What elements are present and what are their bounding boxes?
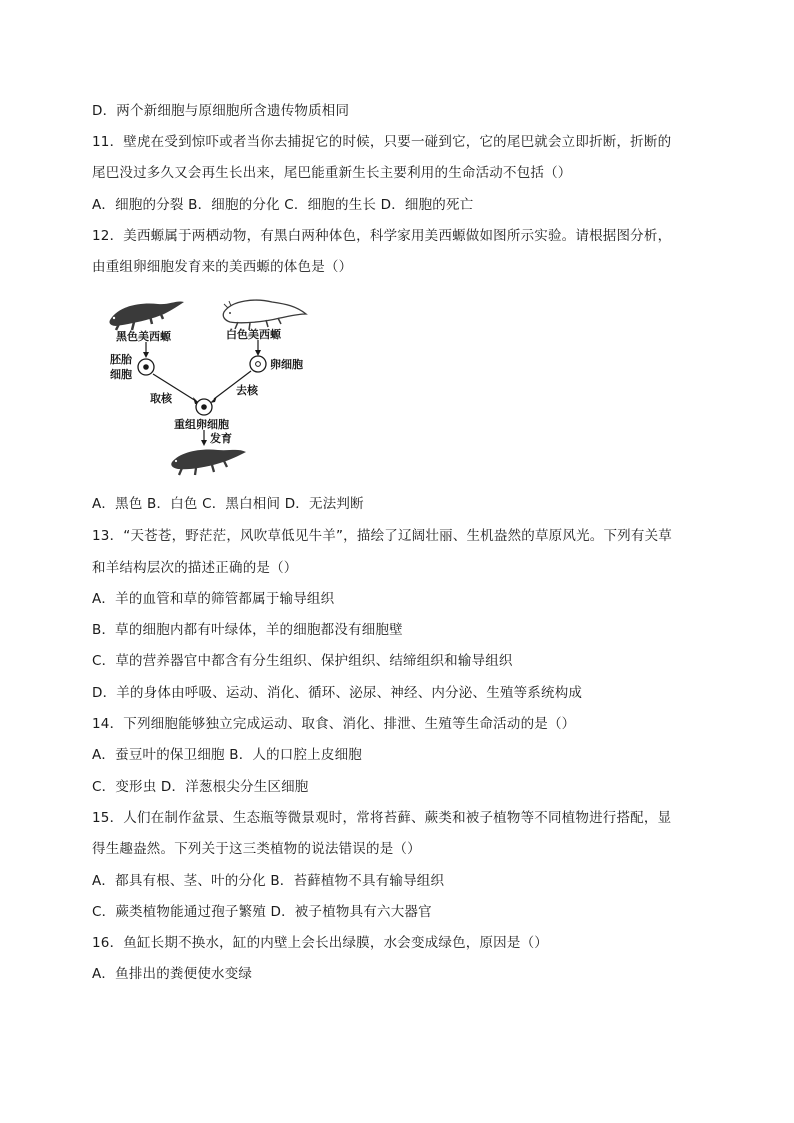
take-nucleus-label: 取核	[150, 392, 172, 405]
question-11-options: A．细胞的分裂 B．细胞的分化 C．细胞的生长 D．细胞的死亡	[92, 197, 474, 213]
question-12-options: A．黑色 B．白色 C．黑白相间 D．无法判断	[92, 496, 364, 512]
recombined-egg-cell-icon	[196, 399, 212, 415]
white-axolotl-label: 白色美西螈	[226, 328, 281, 341]
develop-label: 发育	[210, 432, 232, 445]
question-15-stem-line1: 15．人们在制作盆景、生态瓶等微景观时，常将苔藓、蕨类和被子植物等不同植物进行搭配，显	[92, 810, 672, 826]
question-16-option-a: A．鱼排出的粪便使水变绿	[92, 966, 253, 982]
remove-nucleus-label: 去核	[236, 384, 258, 397]
question-14-stem: 14．下列细胞能够独立完成运动、取食、消化、排泄、生殖等生命活动的是（）	[92, 716, 576, 732]
question-13-option-a: A．羊的血管和草的筛管都属于输导组织	[92, 591, 335, 607]
result-black-axolotl-image	[171, 450, 246, 476]
black-axolotl-label: 黑色美西螈	[116, 330, 171, 343]
question-15-stem-line2: 得生趣盎然。下列关于这三类植物的说法错误的是（）	[92, 841, 421, 857]
embryo-cell-label-1: 胚胎	[110, 353, 132, 366]
question-13-stem-line2: 和羊结构层次的描述正确的是（）	[92, 560, 298, 576]
question-14-options-cd: C．变形虫 D．洋葱根尖分生区细胞	[92, 779, 309, 795]
axolotl-experiment-figure	[100, 292, 320, 482]
white-axolotl-image	[223, 300, 306, 330]
question-13-option-b: B．草的细胞内都有叶绿体，羊的细胞都没有细胞壁	[92, 622, 403, 638]
figure-drawing	[100, 292, 320, 482]
egg-cell-label: 卵细胞	[270, 358, 303, 371]
black-axolotl-image	[109, 302, 184, 330]
question-16-stem: 16．鱼缸长期不换水，缸的内壁上会长出绿膜，水会变成绿色，原因是（）	[92, 935, 548, 951]
option-10-d: D．两个新细胞与原细胞所含遗传物质相同	[92, 103, 350, 119]
question-15-options-cd: C．蕨类植物能通过孢子繁殖 D．被子植物具有六大器官	[92, 904, 432, 920]
question-13-stem-line1: 13．“天苍苍，野茫茫，风吹草低见牛羊”，描绘了辽阔壮丽、生机盎然的草原风光。下列有关草	[92, 528, 672, 544]
question-13-option-c: C．草的营养器官中都含有分生组织、保护组织、结缔组织和输导组织	[92, 653, 513, 669]
question-14-options-ab: A．蚕豆叶的保卫细胞 B．人的口腔上皮细胞	[92, 747, 362, 763]
embryo-cell-icon	[138, 359, 154, 375]
question-15-options-ab: A．都具有根、茎、叶的分化 B．苔藓植物不具有输导组织	[92, 873, 445, 889]
recombined-egg-cell-label: 重组卵细胞	[174, 418, 229, 431]
question-11-stem-line1: 11．壁虎在受到惊吓或者当你去捕捉它的时候，只要一碰到它，它的尾巴就会立即折断，折断的	[92, 134, 672, 150]
question-13-option-d: D．羊的身体由呼吸、运动、消化、循环、泌尿、神经、内分泌、生殖等系统构成	[92, 685, 583, 701]
question-11-stem-line2: 尾巴没过多久又会再生长出来，尾巴能重新生长主要利用的生命活动不包括（）	[92, 165, 572, 181]
embryo-cell-label-2: 细胞	[110, 368, 132, 381]
egg-cell-icon	[250, 356, 266, 372]
question-12-stem-line1: 12．美西螈属于两栖动物，有黑白两种体色，科学家用美西螈做如图所示实验。请根据图分析，	[92, 228, 672, 244]
question-12-stem-line2: 由重组卵细胞发育来的美西螈的体色是（）	[92, 259, 353, 275]
